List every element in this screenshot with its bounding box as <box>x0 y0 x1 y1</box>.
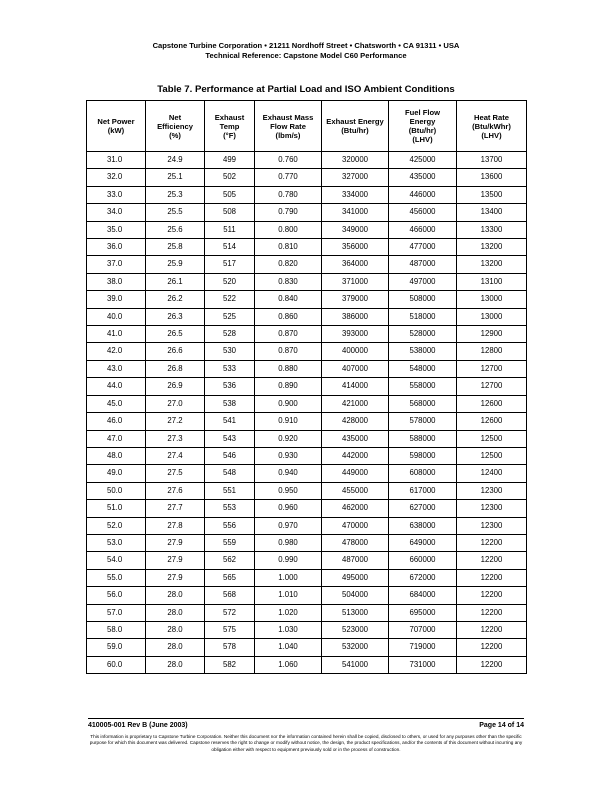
table-cell: 12500 <box>457 430 527 447</box>
table-cell: 41.0 <box>87 326 146 343</box>
table-cell: 12700 <box>457 378 527 395</box>
table-cell: 26.1 <box>146 273 205 290</box>
table-cell: 414000 <box>322 378 389 395</box>
table-cell: 58.0 <box>87 621 146 638</box>
table-cell: 0.900 <box>255 395 322 412</box>
table-cell: 456000 <box>389 204 457 221</box>
table-cell: 47.0 <box>87 430 146 447</box>
table-cell: 56.0 <box>87 587 146 604</box>
table-cell: 46.0 <box>87 413 146 430</box>
table-cell: 508 <box>205 204 255 221</box>
table-cell: 568 <box>205 587 255 604</box>
column-header-line: (°F) <box>223 130 236 140</box>
table-cell: 327000 <box>322 169 389 186</box>
column-header-line: (LHV) <box>412 135 433 144</box>
table-cell: 0.820 <box>255 256 322 273</box>
table-cell: 0.990 <box>255 552 322 569</box>
table-cell: 12900 <box>457 326 527 343</box>
table-cell: 27.2 <box>146 413 205 430</box>
table-cell: 568000 <box>389 395 457 412</box>
table-cell: 470000 <box>322 517 389 534</box>
column-header-line: Efficiency <box>157 121 193 131</box>
table-cell: 55.0 <box>87 569 146 586</box>
column-header-line: (kW) <box>107 126 125 135</box>
table-cell: 525 <box>205 308 255 325</box>
column-header <box>87 101 146 152</box>
table-cell: 27.0 <box>146 395 205 412</box>
table-cell: 25.6 <box>146 221 205 238</box>
table-cell: 39.0 <box>87 291 146 308</box>
table-cell: 13500 <box>457 186 527 203</box>
table-cell: 28.0 <box>146 639 205 656</box>
table-cell: 0.780 <box>255 186 322 203</box>
table-cell: 25.1 <box>146 169 205 186</box>
page-header <box>0 41 612 60</box>
table-cell: 518000 <box>389 308 457 325</box>
table-cell: 505 <box>205 186 255 203</box>
table-cell: 407000 <box>322 360 389 377</box>
table-cell: 400000 <box>322 343 389 360</box>
table-cell: 487000 <box>389 256 457 273</box>
table-cell: 13600 <box>457 169 527 186</box>
table-cell: 0.910 <box>255 413 322 430</box>
table-cell: 27.4 <box>146 447 205 464</box>
table-cell: 1.000 <box>255 569 322 586</box>
column-header-line: Fuel Flow <box>404 108 440 117</box>
table-cell: 12700 <box>457 360 527 377</box>
table-row <box>87 447 527 464</box>
table-cell: 522 <box>205 291 255 308</box>
table-cell: 582 <box>205 656 255 673</box>
document-id: 410005-001 Rev B (June 2003) <box>88 722 188 729</box>
column-header-line: Exhaust Energy <box>326 117 384 126</box>
table-row <box>87 552 527 569</box>
table-cell: 26.2 <box>146 291 205 308</box>
table-cell: 33.0 <box>87 186 146 203</box>
column-header-line: (LHV) <box>481 130 502 140</box>
table-cell: 538 <box>205 395 255 412</box>
table-cell: 0.950 <box>255 482 322 499</box>
table-cell: 28.0 <box>146 604 205 621</box>
table-cell: 538000 <box>389 343 457 360</box>
table-cell: 455000 <box>322 482 389 499</box>
header-company-line: Capstone Turbine Corporation • 21211 Nordhoff Street • Chatsworth • CA 91311 • USA <box>152 41 460 50</box>
column-header <box>146 101 205 152</box>
table-row <box>87 273 527 290</box>
table-row <box>87 239 527 256</box>
table-cell: 435000 <box>389 169 457 186</box>
table-row <box>87 221 527 238</box>
table-cell: 36.0 <box>87 239 146 256</box>
table-cell: 0.800 <box>255 221 322 238</box>
column-header-line: (lbm/s) <box>275 130 301 140</box>
table-cell: 371000 <box>322 273 389 290</box>
table-row <box>87 500 527 517</box>
table-cell: 27.9 <box>146 552 205 569</box>
table-cell: 334000 <box>322 186 389 203</box>
table-cell: 12300 <box>457 482 527 499</box>
column-header-line: Net Power <box>97 117 135 126</box>
table-cell: 13000 <box>457 308 527 325</box>
table-cell: 12200 <box>457 552 527 569</box>
table-cell: 35.0 <box>87 221 146 238</box>
table-cell: 0.790 <box>255 204 322 221</box>
column-header-line: Flow Rate <box>270 121 306 131</box>
table-cell: 546 <box>205 447 255 464</box>
table-cell: 578 <box>205 639 255 656</box>
table-cell: 12600 <box>457 413 527 430</box>
table-cell: 27.5 <box>146 465 205 482</box>
table-cell: 556 <box>205 517 255 534</box>
table-cell: 608000 <box>389 465 457 482</box>
table-title: Table 7. Performance at Partial Load and ISO Ambient Conditions <box>157 84 455 95</box>
table-cell: 487000 <box>322 552 389 569</box>
table-cell: 565 <box>205 569 255 586</box>
table-cell: 0.840 <box>255 291 322 308</box>
table-cell: 54.0 <box>87 552 146 569</box>
table-row <box>87 378 527 395</box>
table-row <box>87 343 527 360</box>
table-cell: 562 <box>205 552 255 569</box>
table-cell: 0.810 <box>255 239 322 256</box>
table-cell: 13100 <box>457 273 527 290</box>
table-cell: 13300 <box>457 221 527 238</box>
table-cell: 0.880 <box>255 360 322 377</box>
table-row <box>87 517 527 534</box>
table-cell: 541 <box>205 413 255 430</box>
column-header <box>255 101 322 152</box>
table-row <box>87 465 527 482</box>
column-header-line: Heat Rate <box>473 112 510 122</box>
table-cell: 27.3 <box>146 430 205 447</box>
table-cell: 0.870 <box>255 326 322 343</box>
table-cell: 28.0 <box>146 587 205 604</box>
table-cell: 533 <box>205 360 255 377</box>
table-row <box>87 534 527 551</box>
table-cell: 1.040 <box>255 639 322 656</box>
table-cell: 731000 <box>389 656 457 673</box>
table-cell: 588000 <box>389 430 457 447</box>
table-cell: 40.0 <box>87 308 146 325</box>
table-cell: 386000 <box>322 308 389 325</box>
table-cell: 356000 <box>322 239 389 256</box>
table-cell: 42.0 <box>87 343 146 360</box>
table-row <box>87 604 527 621</box>
table-row <box>87 482 527 499</box>
table-cell: 497000 <box>389 273 457 290</box>
table-cell: 543 <box>205 430 255 447</box>
table-row <box>87 639 527 656</box>
table-cell: 719000 <box>389 639 457 656</box>
table-cell: 13000 <box>457 291 527 308</box>
column-header-line: Exhaust <box>214 112 245 122</box>
table-cell: 12500 <box>457 447 527 464</box>
table-cell: 57.0 <box>87 604 146 621</box>
table-cell: 499 <box>205 152 255 169</box>
table-cell: 627000 <box>389 500 457 517</box>
table-cell: 0.980 <box>255 534 322 551</box>
table-cell: 38.0 <box>87 273 146 290</box>
table-cell: 28.0 <box>146 656 205 673</box>
table-cell: 508000 <box>389 291 457 308</box>
table-cell: 0.940 <box>255 465 322 482</box>
table-row <box>87 256 527 273</box>
table-cell: 25.5 <box>146 204 205 221</box>
proprietary-notice: This information is proprietary to Capstone Turbine Corporation. Neither this document nor the information contained herein shall be copied, disclosed to others, or used for any purposes other than the specific purpose for which this document was delivered. Capstone reserves the right to change or modify without notice, the design, the product specifications, and/or the contents of this document without incurring any obligation either with respect to equipment previously sold or in the process of construction. <box>89 734 523 752</box>
table-cell: 575 <box>205 621 255 638</box>
column-header <box>205 101 255 152</box>
table-cell: 0.860 <box>255 308 322 325</box>
table-cell: 320000 <box>322 152 389 169</box>
table-row <box>87 360 527 377</box>
table-cell: 478000 <box>322 534 389 551</box>
table-cell: 0.970 <box>255 517 322 534</box>
table-cell: 520 <box>205 273 255 290</box>
table-cell: 551 <box>205 482 255 499</box>
table-row <box>87 656 527 673</box>
table-cell: 59.0 <box>87 639 146 656</box>
table-cell: 495000 <box>322 569 389 586</box>
table-cell: 517 <box>205 256 255 273</box>
table-cell: 27.8 <box>146 517 205 534</box>
column-header-line: Exhaust Mass <box>262 112 314 122</box>
table-cell: 26.8 <box>146 360 205 377</box>
column-header-line: (%) <box>169 130 181 140</box>
table-cell: 32.0 <box>87 169 146 186</box>
table-cell: 52.0 <box>87 517 146 534</box>
table-cell: 442000 <box>322 447 389 464</box>
header-reference-line: Technical Reference: Capstone Model C60 Performance <box>205 50 407 60</box>
table-cell: 12200 <box>457 639 527 656</box>
table-row <box>87 152 527 169</box>
table-cell: 25.3 <box>146 186 205 203</box>
table-cell: 462000 <box>322 500 389 517</box>
table-body <box>87 152 527 674</box>
table-row <box>87 169 527 186</box>
table-cell: 425000 <box>389 152 457 169</box>
table-row <box>87 308 527 325</box>
table-cell: 0.870 <box>255 343 322 360</box>
table-row <box>87 621 527 638</box>
table-cell: 12200 <box>457 569 527 586</box>
table-cell: 44.0 <box>87 378 146 395</box>
table-cell: 435000 <box>322 430 389 447</box>
table-cell: 12800 <box>457 343 527 360</box>
table-cell: 530 <box>205 343 255 360</box>
table-cell: 684000 <box>389 587 457 604</box>
table-cell: 349000 <box>322 221 389 238</box>
table-cell: 51.0 <box>87 500 146 517</box>
column-header <box>322 101 389 152</box>
table-row <box>87 569 527 586</box>
table-cell: 49.0 <box>87 465 146 482</box>
column-header-line: Energy <box>409 117 436 126</box>
table-cell: 0.920 <box>255 430 322 447</box>
table-cell: 541000 <box>322 656 389 673</box>
table-cell: 638000 <box>389 517 457 534</box>
table-cell: 341000 <box>322 204 389 221</box>
table-cell: 0.760 <box>255 152 322 169</box>
table-cell: 28.0 <box>146 621 205 638</box>
table-cell: 48.0 <box>87 447 146 464</box>
table-cell: 12300 <box>457 500 527 517</box>
table-cell: 60.0 <box>87 656 146 673</box>
table-cell: 13400 <box>457 204 527 221</box>
table-cell: 548000 <box>389 360 457 377</box>
table-cell: 707000 <box>389 621 457 638</box>
column-header-line: Temp <box>219 121 240 131</box>
footer-divider <box>88 718 524 719</box>
table-cell: 26.5 <box>146 326 205 343</box>
table-header <box>87 101 527 152</box>
table-row <box>87 291 527 308</box>
table-cell: 13200 <box>457 256 527 273</box>
table-cell: 43.0 <box>87 360 146 377</box>
column-header-line: (Btu/hr) <box>341 126 369 135</box>
table-cell: 553 <box>205 500 255 517</box>
table-cell: 449000 <box>322 465 389 482</box>
table-row <box>87 413 527 430</box>
table-cell: 421000 <box>322 395 389 412</box>
table-row <box>87 326 527 343</box>
table-row <box>87 395 527 412</box>
table-cell: 25.9 <box>146 256 205 273</box>
table-cell: 13200 <box>457 239 527 256</box>
table-cell: 12200 <box>457 534 527 551</box>
table-cell: 379000 <box>322 291 389 308</box>
table-cell: 12600 <box>457 395 527 412</box>
table-cell: 12200 <box>457 587 527 604</box>
table-cell: 578000 <box>389 413 457 430</box>
performance-table <box>86 100 527 674</box>
table-cell: 559 <box>205 534 255 551</box>
table-cell: 466000 <box>389 221 457 238</box>
table-cell: 528 <box>205 326 255 343</box>
header-row <box>87 101 527 152</box>
table-cell: 523000 <box>322 621 389 638</box>
table-cell: 502 <box>205 169 255 186</box>
column-header-line: (Btu/kWhr) <box>472 121 511 131</box>
table-cell: 1.020 <box>255 604 322 621</box>
table-cell: 53.0 <box>87 534 146 551</box>
table-cell: 34.0 <box>87 204 146 221</box>
table-cell: 477000 <box>389 239 457 256</box>
table-cell: 446000 <box>389 186 457 203</box>
table-cell: 0.890 <box>255 378 322 395</box>
table-cell: 532000 <box>322 639 389 656</box>
table-cell: 12200 <box>457 656 527 673</box>
table-cell: 1.010 <box>255 587 322 604</box>
table-cell: 548 <box>205 465 255 482</box>
page-number: Page 14 of 14 <box>479 722 524 729</box>
table-cell: 364000 <box>322 256 389 273</box>
table-cell: 25.8 <box>146 239 205 256</box>
table-cell: 12200 <box>457 621 527 638</box>
column-header <box>457 101 527 152</box>
column-header-line: Net <box>168 112 182 122</box>
table-cell: 24.9 <box>146 152 205 169</box>
table-cell: 1.030 <box>255 621 322 638</box>
table-cell: 31.0 <box>87 152 146 169</box>
table-cell: 27.9 <box>146 569 205 586</box>
table-cell: 536 <box>205 378 255 395</box>
table-cell: 45.0 <box>87 395 146 412</box>
table-cell: 13700 <box>457 152 527 169</box>
table-cell: 27.7 <box>146 500 205 517</box>
table-cell: 50.0 <box>87 482 146 499</box>
table-cell: 0.770 <box>255 169 322 186</box>
table-cell: 12200 <box>457 604 527 621</box>
table-cell: 558000 <box>389 378 457 395</box>
table-row <box>87 587 527 604</box>
table-cell: 572 <box>205 604 255 621</box>
table-row <box>87 186 527 203</box>
table-cell: 12400 <box>457 465 527 482</box>
table-cell: 660000 <box>389 552 457 569</box>
table-cell: 504000 <box>322 587 389 604</box>
table-cell: 0.930 <box>255 447 322 464</box>
table-cell: 0.830 <box>255 273 322 290</box>
table-cell: 26.9 <box>146 378 205 395</box>
table-cell: 511 <box>205 221 255 238</box>
table-cell: 617000 <box>389 482 457 499</box>
table-cell: 12300 <box>457 517 527 534</box>
table-cell: 428000 <box>322 413 389 430</box>
column-header-line: (Btu/hr) <box>408 126 437 135</box>
table-cell: 528000 <box>389 326 457 343</box>
table-cell: 0.960 <box>255 500 322 517</box>
table-cell: 26.3 <box>146 308 205 325</box>
table-cell: 26.6 <box>146 343 205 360</box>
table-cell: 1.060 <box>255 656 322 673</box>
table-cell: 513000 <box>322 604 389 621</box>
table-cell: 37.0 <box>87 256 146 273</box>
table-cell: 598000 <box>389 447 457 464</box>
table-row <box>87 430 527 447</box>
table-cell: 514 <box>205 239 255 256</box>
table-cell: 27.6 <box>146 482 205 499</box>
table-cell: 393000 <box>322 326 389 343</box>
column-header <box>389 101 457 152</box>
table-cell: 649000 <box>389 534 457 551</box>
table-cell: 27.9 <box>146 534 205 551</box>
table-row <box>87 204 527 221</box>
table-cell: 695000 <box>389 604 457 621</box>
table-cell: 672000 <box>389 569 457 586</box>
